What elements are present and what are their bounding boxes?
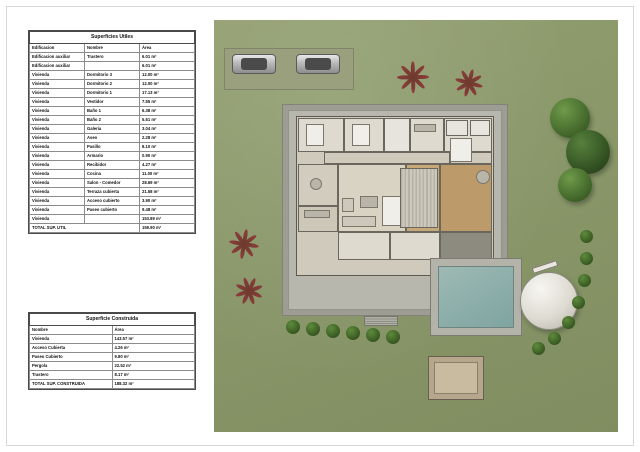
cell-area: 3.04 m² [140, 125, 195, 134]
col-header-nombre: Nombre [30, 325, 113, 334]
total-value: 188.32 m² [112, 380, 195, 389]
cell-edificacion: Vivienda [30, 179, 85, 188]
cell-nombre: Acceso cubierto [85, 197, 140, 206]
table-row [30, 179, 195, 188]
side-table [476, 170, 490, 184]
cell-nombre: Vestidor [85, 98, 140, 107]
table-row [30, 80, 195, 89]
tree [558, 168, 592, 202]
cell-edificacion: Vivienda [30, 70, 85, 79]
palm-tree [454, 66, 484, 96]
cell-nombre: Dormitorio 3 [85, 70, 140, 79]
palm-tree [234, 274, 264, 304]
cell-nombre: Salon - Comedor [85, 179, 140, 188]
bed-dormitorio-2 [352, 124, 370, 146]
car-1 [232, 54, 276, 74]
cell-edificacion: Vivienda [30, 206, 85, 215]
trastero-interior [434, 362, 478, 394]
room-acceso-cubierto [390, 232, 440, 260]
cell-nombre: Aseo [85, 134, 140, 143]
table-row [30, 170, 195, 179]
hedge-bush [306, 322, 320, 336]
table-row [30, 371, 195, 380]
cell-nombre: Trastero [30, 371, 113, 380]
cell-area: 4.26 m² [112, 343, 195, 352]
cell-nombre: Paseo Cubierto [30, 352, 113, 361]
room-vestidor [470, 120, 490, 136]
table-superficies-utiles [28, 30, 196, 234]
col-header-edificacion: Edificacion [30, 43, 85, 52]
cell-edificacion: Vivienda [30, 161, 85, 170]
table-row [30, 89, 195, 98]
cell-nombre: Acceso Cubierta [30, 343, 113, 352]
hedge-bush [532, 342, 545, 355]
car-window [305, 58, 332, 70]
coffee-table [360, 196, 378, 208]
cell-area: 22.52 m² [112, 362, 195, 371]
table-row [30, 362, 195, 371]
hedge-bush [572, 296, 585, 309]
cell-nombre: Dormitorio 1 [85, 89, 140, 98]
cell-area: 153.89 m² [140, 215, 195, 224]
cell-edificacion: Edificacion auxiliar [30, 61, 85, 70]
cell-area: 28.69 m² [140, 179, 195, 188]
table-row [30, 134, 195, 143]
cell-edificacion: Edificacion auxiliar [30, 52, 85, 61]
cell-area: 6.01 m² [140, 61, 195, 70]
table-row [30, 334, 195, 343]
hedge-bush [366, 328, 380, 342]
swimming-pool [438, 266, 514, 328]
room-bano-1 [446, 120, 468, 136]
table-row [30, 116, 195, 125]
hedge-bush [346, 326, 360, 340]
table-row [30, 52, 195, 61]
cell-edificacion: Vivienda [30, 143, 85, 152]
hedge-bush [286, 320, 300, 334]
hedge-bush [580, 230, 593, 243]
table-row [30, 215, 195, 224]
cell-area: 6.38 m² [140, 107, 195, 116]
table-row [30, 352, 195, 361]
total-label: TOTAL SUP. CONSTRUIDA [30, 380, 113, 389]
cell-nombre: Baño 2 [85, 116, 140, 125]
table-row [30, 143, 195, 152]
cell-nombre: Dormitorio 2 [85, 80, 140, 89]
cell-edificacion: Vivienda [30, 152, 85, 161]
car-2 [296, 54, 340, 74]
table-row [30, 343, 195, 352]
cell-area: 21.58 m² [140, 188, 195, 197]
cell-area: 0.90 m² [140, 152, 195, 161]
cell-edificacion: Vivienda [30, 89, 85, 98]
hedge-bush [578, 274, 591, 287]
cell-nombre: Terraza cubierta [85, 188, 140, 197]
cell-edificacion: Vivienda [30, 197, 85, 206]
table-row [30, 206, 195, 215]
entry-steps [364, 316, 398, 326]
table-row [30, 188, 195, 197]
bed-dormitorio-1 [450, 138, 472, 162]
cell-nombre [85, 61, 140, 70]
col-header-area: Área [112, 325, 195, 334]
cell-area: 3.90 m² [140, 197, 195, 206]
dining-table [382, 196, 402, 226]
cell-edificacion: Vivienda [30, 80, 85, 89]
cell-area: 9.80 m² [112, 352, 195, 361]
cell-nombre: Galeria [85, 125, 140, 134]
round-table [310, 178, 322, 190]
site-plan [214, 20, 618, 432]
room-corridor [324, 152, 450, 164]
cell-nombre: Recibidor [85, 161, 140, 170]
cell-area: 8.17 m² [112, 371, 195, 380]
table-total-row [30, 380, 195, 389]
room-bano-2 [384, 118, 410, 152]
col-header-nombre: Nombre [85, 43, 140, 52]
room-paseo-cubierto [440, 232, 492, 260]
cell-nombre: Baño 1 [85, 107, 140, 116]
cell-edificacion: Vivienda [30, 134, 85, 143]
table-row [30, 70, 195, 79]
table-title-construida: Superficie Construida [30, 314, 195, 326]
table-title-utiles: Superficies Utiles [30, 32, 195, 44]
cell-nombre: Armario [85, 152, 140, 161]
cell-area: 17.13 m² [140, 89, 195, 98]
palm-tree [396, 58, 430, 92]
table-row [30, 125, 195, 134]
cell-nombre: Trastero [85, 52, 140, 61]
cell-area: 12.00 m² [140, 80, 195, 89]
cell-area: 143.57 m² [112, 334, 195, 343]
cell-edificacion: Vivienda [30, 107, 85, 116]
hedge-bush [562, 316, 575, 329]
hedge-bush [326, 324, 340, 338]
table-row [30, 107, 195, 116]
table-row [30, 197, 195, 206]
pergola [400, 168, 438, 228]
cell-nombre [85, 215, 140, 224]
hedge-bush [386, 330, 400, 344]
cell-area: 9.48 m² [140, 206, 195, 215]
cell-edificacion: Vivienda [30, 170, 85, 179]
table-row [30, 152, 195, 161]
wardrobe [414, 124, 436, 132]
cell-nombre: Pasillo [85, 143, 140, 152]
cell-nombre: Pergola [30, 362, 113, 371]
cell-area: 5.51 m² [140, 116, 195, 125]
palm-tree [228, 226, 260, 258]
cell-area: 11.00 m² [140, 170, 195, 179]
cell-nombre: Paseo cubierto [85, 206, 140, 215]
cell-area: 2.28 m² [140, 134, 195, 143]
hedge-bush [580, 252, 593, 265]
cell-edificacion: Vivienda [30, 188, 85, 197]
room-aseo [338, 232, 390, 260]
cell-area: 12.00 m² [140, 70, 195, 79]
table-total-row [30, 224, 195, 233]
table-superficie-construida [28, 312, 196, 390]
cell-edificacion: Vivienda [30, 98, 85, 107]
cell-nombre: Cocina [85, 170, 140, 179]
armchair [342, 198, 354, 212]
total-label: TOTAL SUP. UTIL [30, 224, 140, 233]
kitchen-counter [304, 210, 330, 218]
bed-dormitorio-3 [306, 124, 324, 146]
cell-area: 4.27 m² [140, 161, 195, 170]
cell-area: 6.01 m² [140, 52, 195, 61]
table-row [30, 161, 195, 170]
table-row [30, 98, 195, 107]
cell-area: 8.10 m² [140, 143, 195, 152]
car-window [241, 58, 268, 70]
total-value: 159.90 m² [140, 224, 195, 233]
cell-edificacion: Vivienda [30, 215, 85, 224]
cell-edificacion: Vivienda [30, 125, 85, 134]
hedge-bush [548, 332, 561, 345]
cell-nombre: Vivienda [30, 334, 113, 343]
cell-area: 7.55 m² [140, 98, 195, 107]
sofa [342, 216, 376, 227]
cell-edificacion: Vivienda [30, 116, 85, 125]
col-header-area: Área [140, 43, 195, 52]
table-row [30, 61, 195, 70]
